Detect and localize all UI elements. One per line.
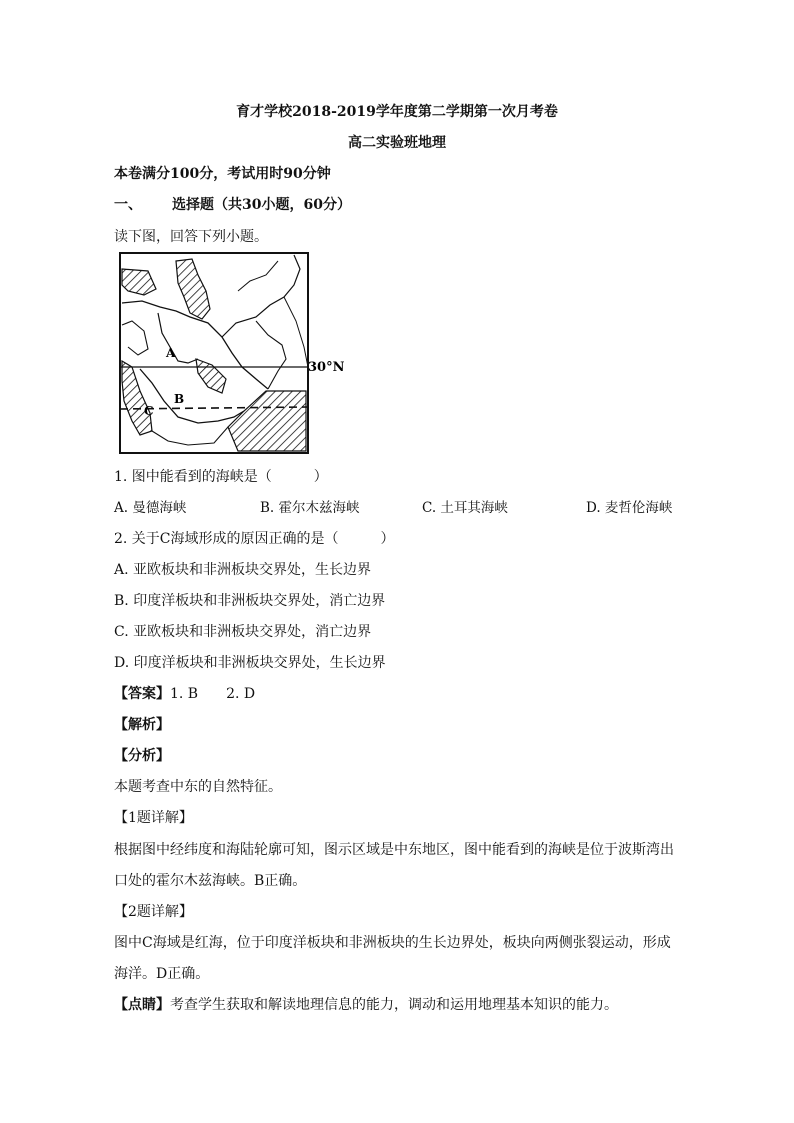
question-1-stem: 1. 图中能看到的海峡是（ ） [114,469,328,485]
detail-1-line-1: 根据图中经纬度和海陆轮廓可知，图示区域是中东地区，图中能看到的海峡是位于波斯湾出 [114,842,674,858]
exam-info: 本卷满分100分，考试用时90分钟 [114,166,331,182]
question-2-stem: 2. 关于C海域形成的原因正确的是（ ） [114,531,395,547]
section-number: 一、 [114,197,142,213]
exam-subtitle: 高二实验班地理 [348,135,446,151]
middle-east-map [118,251,350,456]
question-2-option-d: D. 印度洋板块和非洲板块交界处，生长边界 [114,655,386,671]
exam-title: 育才学校2018-2019学年度第二学期第一次月考卷 [236,104,558,120]
comment-line [114,995,618,1015]
answer-text: 1. B 2. D [170,686,256,702]
section-heading [114,195,351,215]
detail-1-label: 【1题详解】 [114,810,193,826]
map-label-c: C [144,404,154,418]
fenxi-label: 【分析】 [114,748,170,764]
section-title: 选择题（共30小题，60分） [172,197,351,213]
answer-line [114,684,255,704]
map-label-30n: 30°N [308,360,345,375]
question-2-option-a: A. 亚欧板块和非洲板块交界处，生长边界 [114,562,372,578]
question-1-option-a: A. 曼德海峡 [114,500,187,516]
question-2-option-c: C. 亚欧板块和非洲板块交界处，消亡边界 [114,624,372,640]
question-1-option-b: B. 霍尔木兹海峡 [260,500,360,516]
fenxi-text: 本题考查中东的自然特征。 [114,779,282,795]
answer-label: 【答案】 [114,686,170,702]
detail-2-line-1: 图中C海域是红海，位于印度洋板块和非洲板块的生长边界处，板块向两侧张裂运动，形成 [114,935,671,951]
map-label-b: B [174,392,185,406]
map-label-a: A [166,346,176,360]
detail-2-line-2: 海洋。D正确。 [114,966,210,982]
question-1-option-d: D. 麦哲伦海峡 [586,500,673,516]
question-2-option-b: B. 印度洋板块和非洲板块交界处，消亡边界 [114,593,386,609]
question-1-option-c: C. 土耳其海峡 [422,500,508,516]
comment-text: 考查学生获取和解读地理信息的能力，调动和运用地理基本知识的能力。 [170,997,618,1013]
comment-label: 【点睛】 [114,997,170,1013]
detail-2-label: 【2题详解】 [114,904,193,920]
intro-text: 读下图，回答下列小题。 [114,229,268,245]
analysis-label: 【解析】 [114,717,170,733]
detail-1-line-2: 口处的霍尔木兹海峡。B正确。 [114,873,307,889]
